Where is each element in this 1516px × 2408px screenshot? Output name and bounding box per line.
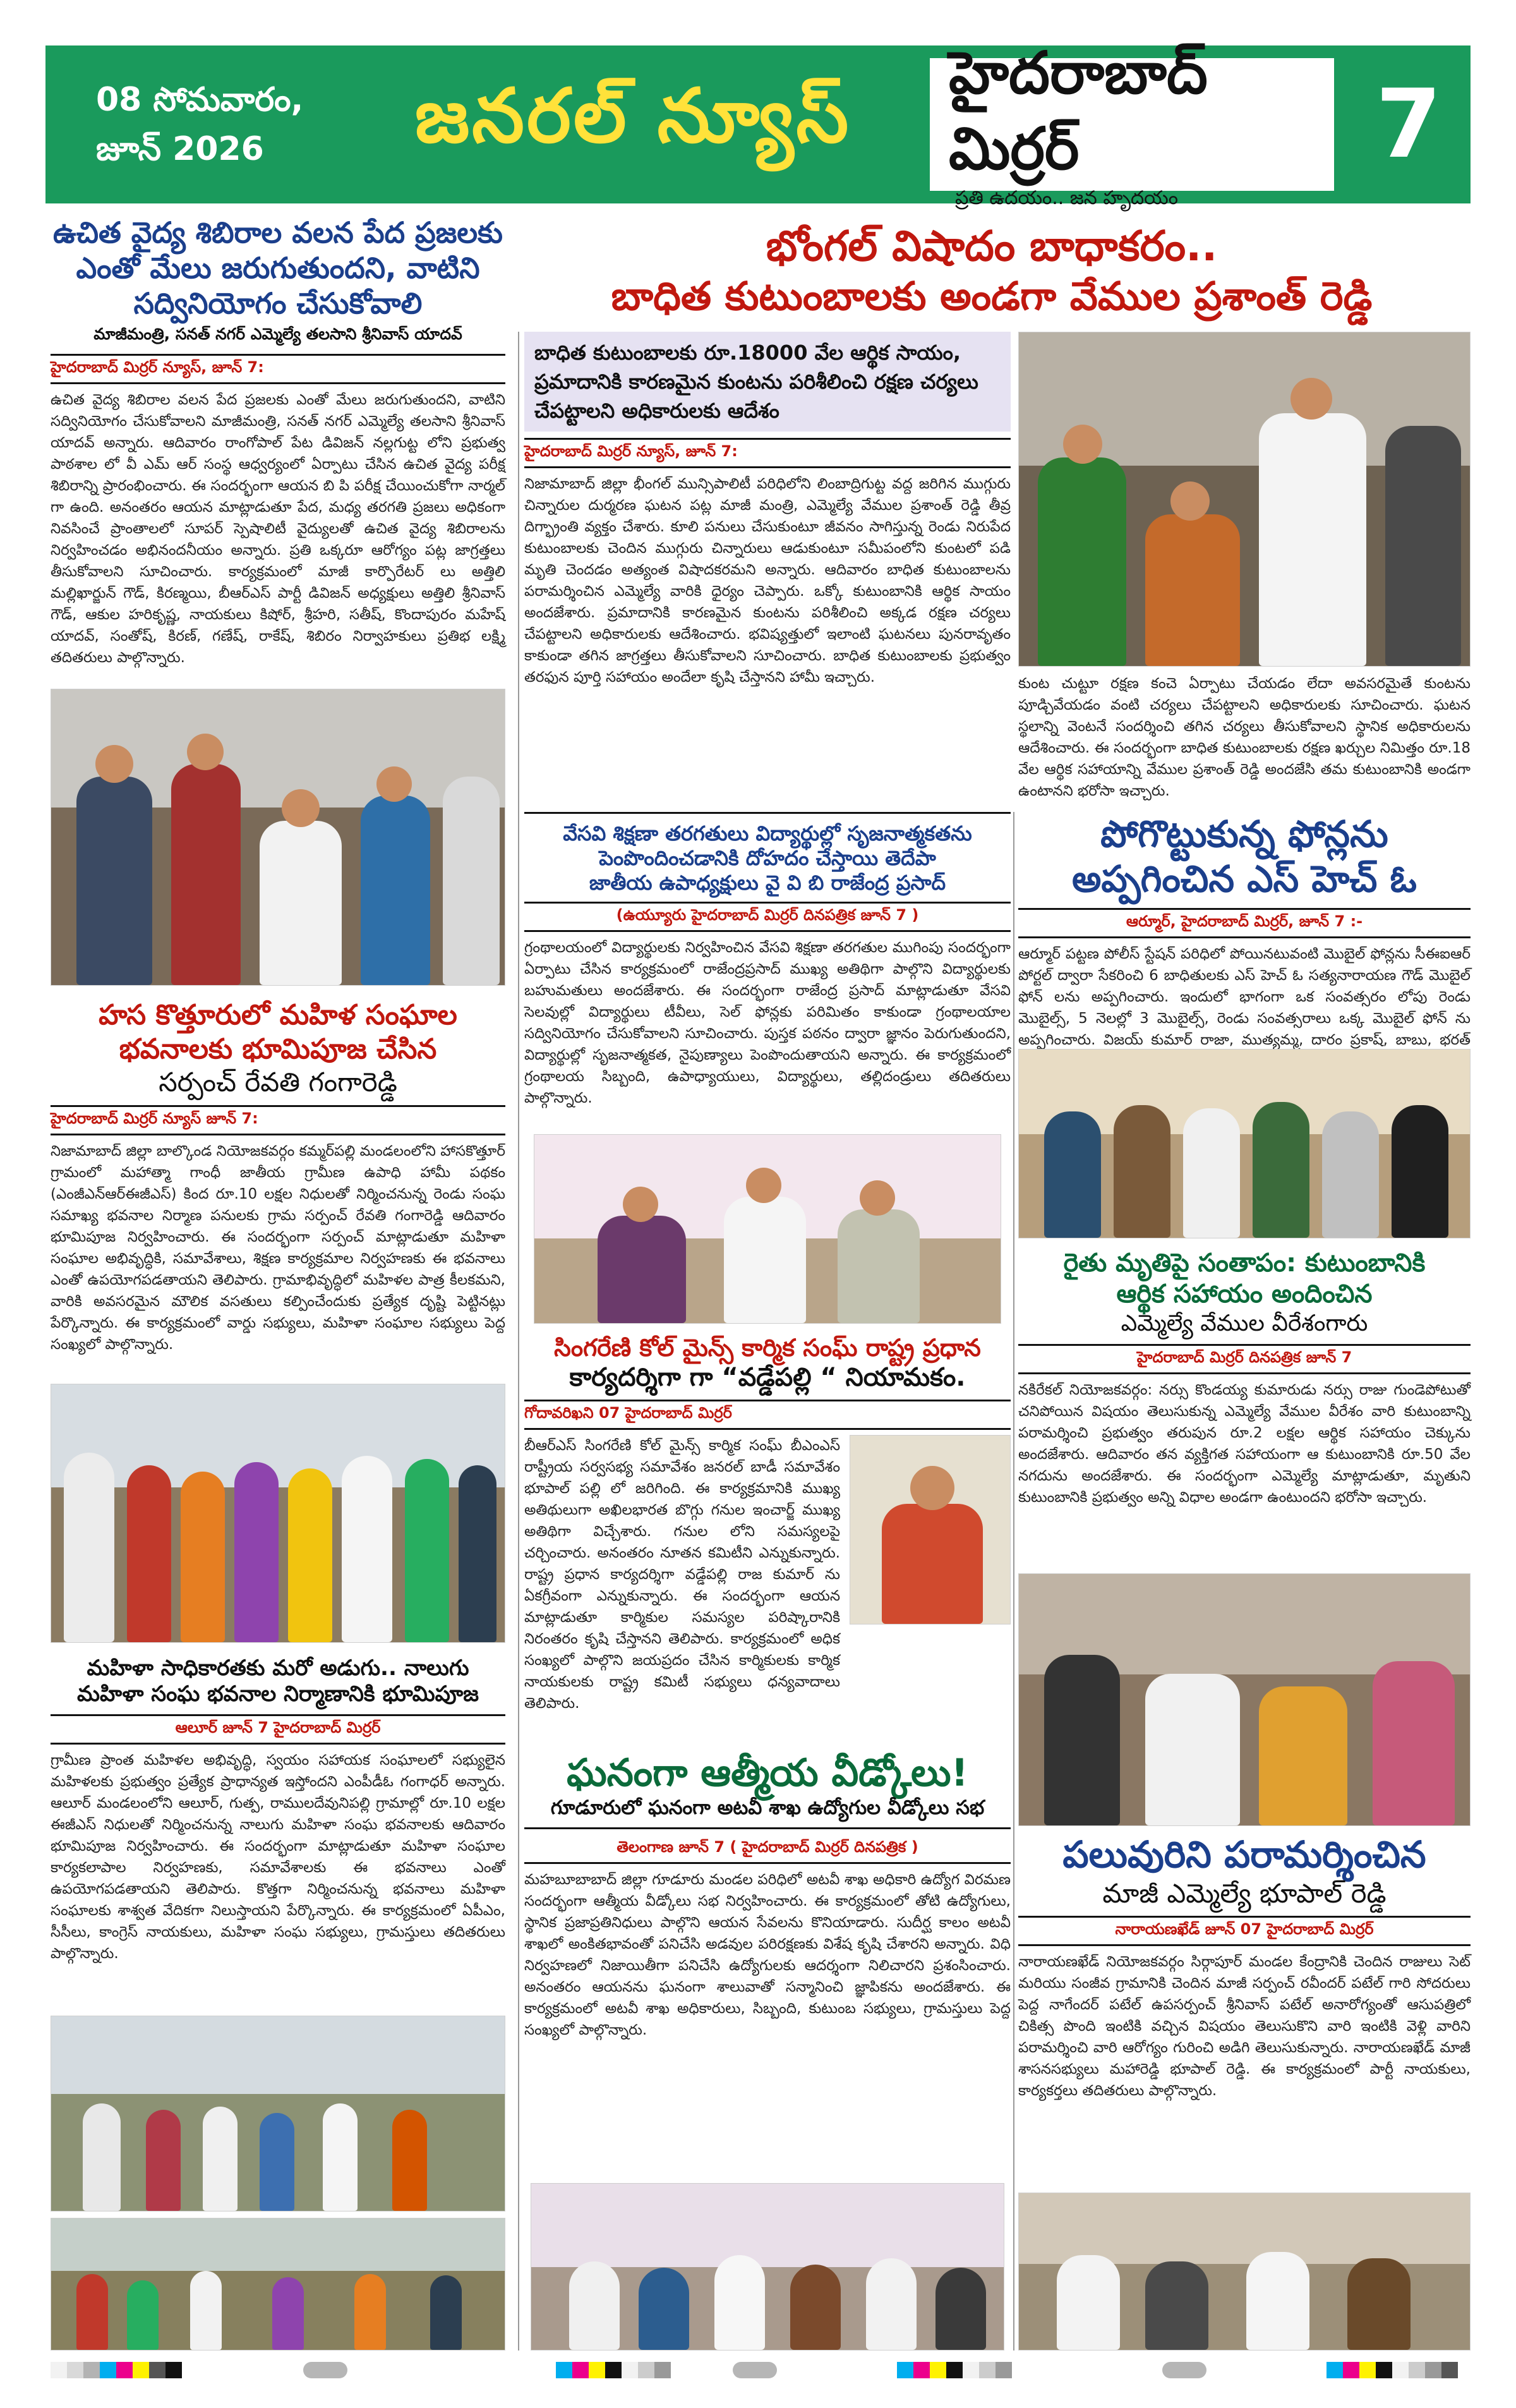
story-free-medical-camps bbox=[51, 215, 505, 718]
article-body: నిజామాబాద్ జిల్లా బాల్కొండ నియోజకవర్గం కమ్మర్‌పల్లి మండలంలోని హాసకొత్తూర్ గ్రామంలో మహాత్మా గాంధీ జాతీయ గ్రామీణ ఉపాధి హామీ పథకం (ఎంజీఎన్ఆర్ఈజీఎస్) కింద రూ.10 లక్షల నిధులతో నిర్మించనున్న రెండు సంఘ సమాఖ్య భవనాల నిర్మాణ పనులకు గ్రామ సర్పంచ్ రేవతి గంగారెడ్డి ఆదివారం భూమిపూజ నిర్వహించారు. ఈ సందర్భంగా సర్పంచ్ మాట్లాడుతూ మహిళా సంఘాల అభివృద్ధికి, సమావేశాలు, శిక్షణ కార్యక్రమాల నిర్వహణకు ఈ భవనాలు ఎంతో ఉపయోగపడతాయని తెలిపారు. గ్రామాభివృద్ధిలో మహిళల పాత్ర కీలకమని, వారికి అవసరమైన మౌలిక వసతులు కల్పించేందుకు ప్రత్యేక దృష్టి పెట్టినట్లు పేర్కొన్నారు. ఈ కార్యక్రమంలో వార్డు సభ్యులు, మహిళా సంఘాల సభ్యులు పెద్ద సంఖ్యలో పాల్గొన్నారు. bbox=[51, 1142, 505, 1353]
dateline: గోదావరిఖని 07 హైదరాబాద్ మిర్రర్ bbox=[524, 1400, 1011, 1430]
headline-line-3: జాతీయ ఉపాధ్యక్షులు వై వి బి రాజేంద్ర ప్రసాద్ bbox=[589, 871, 946, 895]
story-singareni bbox=[524, 1333, 1011, 1712]
headline: పలువురిని పరామర్శించిన bbox=[1062, 1833, 1426, 1876]
dateline: హైదరాబాద్ మిర్రర్ దినపత్రిక జూన్ 7 bbox=[1018, 1344, 1471, 1374]
article-body: మహబూబాబాద్ జిల్లా గూడూరు మండల పరిధిలో అటవీ శాఖ అధికారి ఉద్యోగ విరమణ సందర్భంగా ఆత్మీయ వీడ్కోలు సభ నిర్వహించారు. ఈ కార్యక్రమంలో తోటి ఉద్యోగులు, స్థానిక ప్రజాప్రతినిధులు పాల్గొని ఆయన సేవలను కొనియాడారు. సుదీర్ఘ కాలం అటవీ శాఖలో అంకితభావంతో పనిచేసి అడవుల పరిరక్షణకు విశేష కృషి చేశారని అన్నారు. విధి నిర్వహణలో నిజాయితీగా పనిచేసి ఉద్యోగులకు ఆదర్శంగా నిలిచారని ప్రశంసించారు. అనంతరం ఆయనను ఘనంగా శాలువాతో సన్మానించి జ్ఞాపికను అందజేశారు. ఈ కార్యక్రమంలో అటవీ శాఖ అధికారులు, సిబ్బంది, కుటుంబ సభ్యులు, గ్రామస్తులు పెద్ద సంఖ్యలో పాల్గొన్నారు. bbox=[524, 1872, 1011, 2039]
article-body: నారాయణఖేడ్ నియోజకవర్గం సిర్గాపూర్ మండల కేంద్రానికి చెందిన రాజులు సెట్ మరియు సంజీవ గ్రామానికి చెందిన మాజీ సర్పంచ్ రవీందర్ పటేల్ గారి సోదరులు పెద్ద నాగేందర్ పటేల్ ఉపసర్పంచ్ శ్రీనివాస్ పటేల్ అనారోగ్యంతో ఆసుపత్రిలో చికిత్స పొంది ఇంటికి వచ్చిన విషయం తెలుసుకొని వారి ఇంటికి వెళ్లి వారిని పరామర్శించి వారి ఆరోగ్యం గురించి అడిగి తెలుసుకున్నారు. నారాయణఖేడ్ మాజీ శాసనసభ్యులు మహారెడ్డి భూపాల్ రెడ్డి. ఈ కార్యక్రమంలో పార్టీ నాయకులు, కార్యకర్తలు తదితరులు పాల్గొన్నారు. bbox=[1018, 1953, 1471, 2099]
photo-medical-camp bbox=[51, 689, 505, 986]
photo-bhongal-visit bbox=[1018, 332, 1471, 667]
story-bhongal-caption bbox=[1018, 673, 1471, 806]
issue-date: 08 సోమవారం, జూన్ 2026 bbox=[96, 81, 304, 168]
headline-line-2: భవనాలకు భూమిపూజ చేసిన bbox=[119, 1032, 437, 1065]
photo-paluvurini-visit bbox=[1018, 2193, 1471, 2351]
headline-line-2: అప్పగించిన ఎస్ హెచ్ ఓ bbox=[1072, 857, 1417, 900]
headline-line-1: రైతు మృతిపై సంతాపం: కుటుంబానికి bbox=[1063, 1249, 1426, 1278]
color-registration-bar-mid-right bbox=[897, 2362, 1012, 2378]
byline: మాజీ ఎమ్మెల్యే భూపాల్ రెడ్డి bbox=[1102, 1877, 1387, 1909]
article-body: గ్రంథాలయంలో విద్యార్థులకు నిర్వహించిన వేసవి శిక్షణా తరగతుల ముగింపు సందర్భంగా ఏర్పాటు చేసిన కార్యక్రమంలో రాజేంద్రప్రసాద్ ముఖ్య అతిథిగా పాల్గొని విద్యార్థులకు బహుమతులు అందజేశారు. ఈ సందర్భంగా రాజేంద్ర ప్రసాద్ మాట్లాడుతూ వేసవి సెలవుల్లో విద్యార్థులు టీవీలు, సెల్ ఫోన్లకు పరిమితం కాకుండా గ్రంథాలయాల సద్వినియోగం చేసుకోవాలని సూచించారు. పుస్తక పఠనం ద్వారా జ్ఞానం పెరుగుతుందని, విద్యార్థుల్లో సృజనాత్మకత, నైపుణ్యాలు పెంపొందుతాయని అన్నారు. ఈ కార్యక్రమంలో గ్రంథాలయ సిబ్బంది, ఉపాధ్యాయులు, విద్యార్థులు, తల్లిదండ్రులు తదితరులు పాల్గొన్నారు. bbox=[524, 940, 1011, 1107]
headline-line-1: సింగరేణి కోల్ మైన్స్ కార్మిక సంఘ్ రాష్ట్ర ప్రధాన bbox=[554, 1334, 981, 1362]
headline-line-1: భోంగల్ విషాదం బాధాకరం.. bbox=[766, 222, 1218, 270]
column-divider-1 bbox=[518, 332, 519, 2351]
registration-oval bbox=[1162, 2362, 1206, 2378]
headline-line-2: బాధిత కుటుంబాలకు అండగా వేముల ప్రశాంత్ రెడ్డి bbox=[611, 272, 1373, 319]
byline: మాజీమంత్రి, సనత్ నగర్ ఎమ్మెల్యే తలసాని శ్రీనివాస్ యాదవ్ bbox=[93, 325, 462, 344]
caption-line-1: మహిళా సాధికారతకు మరో అడుగు.. నాలుగు bbox=[87, 1655, 469, 1681]
photo-summer-classes-event bbox=[534, 1134, 1001, 1324]
dateline: హైదరాబాద్ మిర్రర్ న్యూస్, జూన్ 7: bbox=[524, 438, 1011, 468]
section-title: జనరల్ న్యూస్ bbox=[414, 71, 851, 159]
highlight-box: బాధిత కుటుంబాలకు రూ.18000 వేల ఆర్థిక సాయం, ప్రమాదానికి కారణమైన కుంటను పరిశీలించి రక్షణ చర్యలు చేపట్టాలని అధికారులకు ఆదేశం bbox=[524, 332, 1011, 432]
photo-caption: కుంట చుట్టూ రక్షణ కంచె ఏర్పాటు చేయడం లేదా అవసరమైతే కుంటను పూడ్చివేయడం వంటి చర్యలు చేపట్టాలని అధికారులకు సూచించారు. ఘటన స్థలాన్ని వెంటనే సందర్శించి తగిన చర్యలు తీసుకోవాలని స్థానిక అధికారులను ఆదేశించారు. ఈ సందర్భంగా బాధిత కుటుంబాలకు రక్షణ ఖర్చుల నిమిత్తం రూ.18 వేల ఆర్థిక సహాయాన్ని వేముల ప్రశాంత్ రెడ్డి అందజేసి తమ కుటుంబానికి అండగా ఉంటానని భరోసా ఇచ్చారు. bbox=[1018, 675, 1471, 799]
headline-line-2: ఆర్థిక సహాయం అందించిన bbox=[1116, 1279, 1373, 1309]
story-farmer-death bbox=[1018, 1248, 1471, 1550]
story-bhongal-headline bbox=[518, 221, 1465, 320]
article-body: బీఆర్ఎస్ సింగరేణి కోల్ మైన్స్ కార్మిక సంఘ్ బీఎంఎస్ రాష్ట్రీయ సర్వసభ్య సమావేశం జనరల్ బాడీ సమావేశం భూపాల్ పల్లి లో జరిగింది. ఈ కార్యక్రమానికి ముఖ్య అతిథులుగా అఖిలభారత బొగ్గు గనుల ఇంచార్జ్ ముఖ్య అతిథిగా విచ్చేశారు. గనుల లోని సమస్యలపై చర్చించారు. అనంతరం నూతన కమిటీని ఎన్నుకున్నారు. రాష్ట్ర ప్రధాన కార్యదర్శిగా వడ్డేపల్లి రాజ కుమార్ ను ఏకగ్రీవంగా ఎన్నుకున్నారు. ఈ సందర్భంగా ఆయన మాట్లాడుతూ కార్మికుల సమస్యల పరిష్కారానికి నిరంతరం కృషి చేస్తానని తెలిపారు. కార్యక్రమంలో అధిక సంఖ్యలో పాల్గొని జయప్రదం చేసిన కార్మికులకు కార్మిక నాయకులకు రాష్ట్ర కమిటీ సభ్యులు ధన్యవాదాలు తెలిపారు. bbox=[524, 1437, 840, 1712]
photo-women-group-1 bbox=[51, 2016, 505, 2211]
headline: ఘనంగా ఆత్మీయ వీడ్కోలు! bbox=[567, 1751, 968, 1795]
story-women-empowerment bbox=[51, 1655, 505, 2009]
story-summer-classes bbox=[524, 821, 1011, 1152]
subheadline: గూడూరులో ఘనంగా అటవీ శాఖ ఉద్యోగుల వీడ్కోలు సభ bbox=[524, 1796, 1011, 1829]
story-farewell bbox=[524, 1750, 1011, 2191]
color-registration-bar-right bbox=[1326, 2362, 1458, 2378]
photo-vaddepalli-portrait bbox=[850, 1435, 1011, 1624]
article-body: ఉచిత వైద్య శిబిరాల వలన పేద ప్రజలకు ఎంతో మేలు జరుగుతుందని, వాటిని సద్వినియోగం చేసుకోవాలని మాజీమంత్రి, సనత్ నగర్ ఎమ్మెల్యే తలసాని శ్రీనివాస్ యాదవ్ అన్నారు. ఆదివారం రాంగోపాల్ పేట డివిజన్ నల్లగుట్ట లోని ప్రభుత్వ పాఠశాల లో వీ ఎమ్ ఆర్ సంస్థ ఆధ్వర్యంలో ఏర్పాటు చేసిన ఉచిత వైద్య పరీక్ష శిబిరాన్ని ప్రారంభించారు. ఈ సందర్భంగా ఆయన బి పి పరీక్ష చేయించుకోగా నార్మల్ గా ఉంది. అనంతరం ఆయన మాట్లాడుతూ పేద, మధ్య తరగతి ప్రజలు అధికంగా నివసించే ప్రాంతాలలో సూపర్ స్పెషాలిటీ వైద్యులతో ఉచిత వైద్య శిబిరాలను నిర్వహించడం అభినందనీయం అన్నారు. ప్రతి ఒక్కరూ ఆరోగ్యం పట్ల జాగ్రత్తలు తీసుకోవాలని సూచించారు. కార్యక్రమంలో మాజీ కార్పొరేటర్ లు అత్తిలి మల్లిఖార్జున్ గౌడ్, కిరణ్మయి, బీఆర్ఎస్ పార్టీ డివిజన్ అధ్యక్షులు అత్తిలి శ్రీనివాస్ గౌడ్, ఆకుల హరికృష్ణ, నాయకులు కిషోర్, శ్రీహరి, సతీష్, కొందాపురం మహేష్ యాదవ్, సంతోష్, కిరణ్, గణేష్, రాకేష్, శిబిరం నిర్వాహకులు ప్రతిభ లక్ష్మి తదితరులు పాల్గొన్నారు. bbox=[51, 392, 505, 667]
divider bbox=[524, 812, 1011, 814]
dateline: నారాయణఖేడ్ జూన్ 07 హైదరాబాద్ మిర్రర్ bbox=[1018, 1916, 1471, 1946]
dateline: హైదరాబాద్ మిర్రర్ న్యూస్, జూన్ 7: bbox=[51, 354, 505, 384]
photo-bhoomi-puja bbox=[51, 1384, 505, 1643]
color-registration-bar-mid-left bbox=[556, 2362, 671, 2378]
newspaper-logo bbox=[930, 39, 1334, 209]
photo-farewell-event bbox=[531, 2183, 1004, 2351]
color-registration-bar-left bbox=[51, 2362, 182, 2378]
article-with-photo bbox=[524, 1435, 1011, 1712]
registration-oval bbox=[733, 2362, 777, 2378]
brand-tagline: ప్రతి ఉదయం.. జన హృదయం bbox=[955, 187, 1178, 209]
column-divider-2 bbox=[1013, 812, 1014, 2351]
photo-phones-handover bbox=[1018, 1049, 1471, 1238]
brand-name: హైదరాబాద్ మిర్రర్ bbox=[949, 39, 1208, 183]
dateline: (ఉయ్యూరు హైదరాబాద్ మిర్రర్ దినపత్రిక జూన్ 7 ) bbox=[524, 902, 1011, 932]
article-body: గ్రామీణ ప్రాంత మహిళల అభివృద్ధి, స్వయం సహాయక సంఘాలలో సభ్యులైన మహిళలకు ప్రభుత్వం ప్రత్యేక ప్రాధాన్యత ఇస్తోందని ఎంపీడీఓ గంగాధర్ అన్నారు. ఆలూర్ మండలంలోని ఆలూర్, గుత్ప, రాములదేవునిపల్లి గ్రామాల్లో రూ.10 లక్షల ఈజీఎస్ నిధులతో నిర్మించనున్న నాలుగు మహిళా సంఘ భవనాలకు ఆదివారం భూమిపూజ నిర్వహించారు. ఈ సందర్భంగా మాట్లాడుతూ మహిళా సంఘాల కార్యకలాపాల నిర్వహణకు, సమావేశాలకు ఈ భవనాలు ఎంతో ఉపయోగపడతాయని తెలిపారు. కొత్తగా నిర్మించనున్న భవనాలు మహిళా సంఘాలకు శాశ్వత వేదికగా నిలుస్తాయని పేర్కొన్నారు. ఈ కార్యక్రమంలో ఏపీఎం, సీసీలు, కాంగ్రెస్ నాయకులు, మహిళా సంఘ సభ్యులు, గ్రామస్తులు తదితరులు పాల్గొన్నారు. bbox=[51, 1752, 505, 1962]
headline: ఉచిత వైద్య శిబిరాల వలన పేద ప్రజలకు ఎంతో మేలు జరుగుతుందని, వాటిని సద్వినియోగం చేసుకోవాలి bbox=[53, 215, 503, 321]
registration-oval bbox=[303, 2362, 347, 2378]
dateline: ఆర్మూర్, హైదరాబాద్ మిర్రర్, జూన్ 7 :- bbox=[1018, 908, 1471, 938]
dateline: హైదరాబాద్ మిర్రర్ న్యూస్ జూన్ 7: bbox=[51, 1105, 505, 1135]
photo-women-group-2 bbox=[51, 2218, 505, 2351]
page-number: 7 bbox=[1375, 70, 1442, 179]
article-body: నకిరేకల్ నియోజకవర్గం: నర్సు కొండయ్య కుమారుడు నర్సు రాజు గుండెపోటుతో చనిపోయిన విషయం తెలుసుకున్న ఎమ్మెల్యే వేముల వీరేశం వారి కుటుంబాన్ని పరామర్శించి ప్రభుత్వం తరుపున రూ.2 లక్షల ఆర్థిక సహాయం చెక్కును అందజేశారు. ఆదివారం తన వ్యక్తిగత సహాయంగా ఆ కుటుంబానికి రూ.50 వేల నగదును అందజేశారు. ఈ సందర్భంగా ఎమ్మెల్యే మాట్లాడుతూ, మృతుని కుటుంబానికి ప్రభుత్వం అన్ని విధాల అండగా ఉంటుందని భరోసా ఇచ్చారు. bbox=[1018, 1381, 1471, 1506]
byline: ఎమ్మెల్యే వేముల వీరేశంగారు bbox=[1121, 1310, 1368, 1336]
dateline: తెలంగాణ జూన్ 7 ( హైదరాబాద్ మిర్రర్ దినపత్రిక ) bbox=[524, 1836, 1011, 1864]
caption-line-2: మహిళా సంఘ భవనాల నిర్మాణానికి భూమిపూజ bbox=[77, 1681, 479, 1707]
article-body: నిజామాబాద్ జిల్లా భీంగల్ మున్సిపాలిటీ పరిధిలోని లింబాద్రిగుట్ట వద్ద జరిగిన ముగ్గురు చిన్నారుల దుర్మరణ ఘటన పట్ల మాజీ మంత్రి, ఎమ్మెల్యే వేముల ప్రశాంత్ రెడ్డి తీవ్ర దిగ్భ్రాంతి వ్యక్తం చేశారు. కూలి పనులు చేసుకుంటూ జీవనం సాగిస్తున్న రెండు నిరుపేద కుటుంబాలకు చెందిన ముగ్గురు చిన్నారులు ఆడుకుంటూ సమీపంలోని కుంటలో పడి మృతి చెందడం అత్యంత విషాదకరమని అన్నారు. ఆదివారం బాధిత కుటుంబాలను పరామర్శించిన ఎమ్మెల్యే వారికి ధైర్యం చెప్పారు. ఒక్కో కుటుంబానికి ఆర్థిక సాయం అందజేశారు. ప్రమాదానికి కారణమైన కుంటను పరిశీలించి అక్కడ రక్షణ చర్యలు చేపట్టాలని అధికారులకు ఆదేశించారు. భవిష్యత్తులో ఇలాంటి ఘటనలు పునరావృతం కాకుండా తగిన జాగ్రత్తలు తీసుకోవాలని సూచించారు. బాధిత కుటుంబాలకు ప్రభుత్వం తరఫున పూర్తి సహాయం అందేలా కృషి చేస్తానని హామీ ఇచ్చారు. bbox=[524, 476, 1011, 686]
headline-line-2: పెంపొందించడానికి దోహదం చేస్తాయి తెదేపా bbox=[599, 846, 936, 871]
masthead bbox=[45, 39, 1471, 209]
photo-farmer-tribute bbox=[1018, 1573, 1471, 1826]
headline-line-1: వేసవి శిక్షణా తరగతులు విద్యార్థుల్లో సృజనాత్మకతను bbox=[563, 821, 972, 845]
byline: సర్పంచ్ రేవతి గంగారెడ్డి bbox=[159, 1067, 397, 1098]
headline-line-2: కార్యదర్శిగా గా “వడ్డేపల్లి “ నియామకం. bbox=[569, 1363, 966, 1393]
headline-line-1: పోగొట్టుకున్న ఫోన్లను bbox=[1100, 813, 1388, 856]
story-paluvurini bbox=[1018, 1832, 1471, 2166]
story-hasa-kothur bbox=[51, 998, 505, 1393]
headline-line-1: హస కొత్తూరులో మహిళ సంఘాల bbox=[99, 999, 457, 1031]
dateline: ఆలూర్ జూన్ 7 హైదరాబాద్ మిర్రర్ bbox=[51, 1714, 505, 1745]
article-body: ఆర్మూర్ పట్టణ పోలీస్ స్టేషన్ పరిధిలో పోయినటువంటి మొబైల్ ఫోన్లను సీఈఐఆర్ పోర్టల్ ద్వారా సేకరించి 6 బాధితులకు ఎస్ హెచ్ ఓ సత్యనారాయణ గౌడ్ మొబైల్ ఫోన్ లను అప్పగించారు. ఇందులో భాగంగా ఒక సంవత్సరం లోపు రెండు మొబైల్స్, 5 నెలల్లో 3 మొబైల్స్, రెండు సంవత్సరాలు ఒక్క మొబైల్ ఫోన్ ను అప్పగించారు. విజయ్ కుమార్ రాజా, ముత్యమ్మ, దారం ప్రకాష్, బాబు, భరత్ bbox=[1018, 945, 1471, 1048]
